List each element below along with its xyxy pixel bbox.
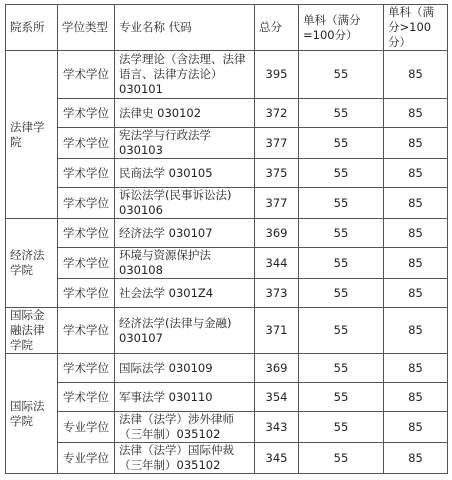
single-le100-cell: 55: [299, 383, 384, 412]
major-cell: 经济法学 030107: [115, 219, 255, 248]
table-row: [6, 188, 448, 219]
single-gt100-cell: 85: [384, 51, 448, 99]
degree-type-cell: 学术学位: [58, 219, 115, 248]
degree-type-cell: 学术学位: [58, 354, 115, 383]
degree-type-cell: 学术学位: [58, 51, 115, 99]
major-cell: 法律（法学）国际仲裁（三年制）035102: [115, 443, 255, 474]
total-cell: 377: [255, 128, 299, 159]
table-row: [6, 51, 448, 99]
total-cell: 343: [255, 412, 299, 443]
major-cell: 经济法学(法律与金融) 030107: [115, 308, 255, 354]
table-row: [6, 383, 448, 412]
single-gt100-cell: 85: [384, 412, 448, 443]
single-le100-cell: 55: [299, 412, 384, 443]
table-row: [6, 279, 448, 308]
single-le100-cell: 55: [299, 354, 384, 383]
degree-type-cell: 学术学位: [58, 188, 115, 219]
major-cell: 诉讼法学(民事诉讼法) 030106: [115, 188, 255, 219]
major-cell: 法律（法学）涉外律师（三年制）035102: [115, 412, 255, 443]
single-le100-cell: 55: [299, 51, 384, 99]
degree-type-cell: 学术学位: [58, 308, 115, 354]
major-cell: 环境与资源保护法 030108: [115, 248, 255, 279]
score-table: [5, 4, 448, 474]
major-cell: 民商法学 030105: [115, 159, 255, 188]
table-row: [6, 159, 448, 188]
school-cell: 经济法学院: [6, 219, 58, 308]
header-single-gt100: 单科（满分>100分）: [384, 5, 448, 51]
single-gt100-cell: 85: [384, 219, 448, 248]
total-cell: 395: [255, 51, 299, 99]
table-row: [6, 412, 448, 443]
degree-type-cell: 专业学位: [58, 412, 115, 443]
single-le100-cell: 55: [299, 188, 384, 219]
single-gt100-cell: 85: [384, 159, 448, 188]
single-le100-cell: 55: [299, 159, 384, 188]
total-cell: 369: [255, 219, 299, 248]
degree-type-cell: 学术学位: [58, 99, 115, 128]
degree-type-cell: 学术学位: [58, 159, 115, 188]
single-le100-cell: 55: [299, 443, 384, 474]
table-row: [6, 219, 448, 248]
header-degree-type: 学位类型: [58, 5, 115, 51]
major-cell: 法律史 030102: [115, 99, 255, 128]
school-cell: 法律学院: [6, 51, 58, 219]
table-row: [6, 248, 448, 279]
single-le100-cell: 55: [299, 279, 384, 308]
degree-type-cell: 学术学位: [58, 279, 115, 308]
total-cell: 344: [255, 248, 299, 279]
single-le100-cell: 55: [299, 128, 384, 159]
single-gt100-cell: 85: [384, 383, 448, 412]
major-cell: 军事法学 030110: [115, 383, 255, 412]
total-cell: 373: [255, 279, 299, 308]
header-row: [6, 5, 448, 51]
header-school: 院系所: [6, 5, 58, 51]
major-cell: 国际法学 030109: [115, 354, 255, 383]
single-gt100-cell: 85: [384, 443, 448, 474]
total-cell: 372: [255, 99, 299, 128]
single-gt100-cell: 85: [384, 188, 448, 219]
table-row: [6, 354, 448, 383]
table-row: [6, 443, 448, 474]
header-major: 专业名称 代码: [115, 5, 255, 51]
header-single-le100: 单科（满分=100分）: [299, 5, 384, 51]
single-le100-cell: 55: [299, 99, 384, 128]
degree-type-cell: 学术学位: [58, 383, 115, 412]
degree-type-cell: 学术学位: [58, 128, 115, 159]
single-gt100-cell: 85: [384, 248, 448, 279]
single-gt100-cell: 85: [384, 308, 448, 354]
total-cell: 369: [255, 354, 299, 383]
school-cell: 国际法学院: [6, 354, 58, 474]
single-le100-cell: 55: [299, 308, 384, 354]
single-gt100-cell: 85: [384, 354, 448, 383]
total-cell: 375: [255, 159, 299, 188]
single-gt100-cell: 85: [384, 128, 448, 159]
single-gt100-cell: 85: [384, 99, 448, 128]
single-gt100-cell: 85: [384, 279, 448, 308]
table-row: [6, 99, 448, 128]
school-cell: 国际金融法律学院: [6, 308, 58, 354]
major-cell: 宪法学与行政法学 030103: [115, 128, 255, 159]
total-cell: 345: [255, 443, 299, 474]
total-cell: 377: [255, 188, 299, 219]
major-cell: 法学理论（含法理、法律语言、法律方法论）030101: [115, 51, 255, 99]
table-row: [6, 128, 448, 159]
single-le100-cell: 55: [299, 219, 384, 248]
major-cell: 社会法学 0301Z4: [115, 279, 255, 308]
table-row: [6, 308, 448, 354]
total-cell: 354: [255, 383, 299, 412]
header-total: 总分: [255, 5, 299, 51]
degree-type-cell: 学术学位: [58, 248, 115, 279]
total-cell: 371: [255, 308, 299, 354]
degree-type-cell: 专业学位: [58, 443, 115, 474]
single-le100-cell: 55: [299, 248, 384, 279]
